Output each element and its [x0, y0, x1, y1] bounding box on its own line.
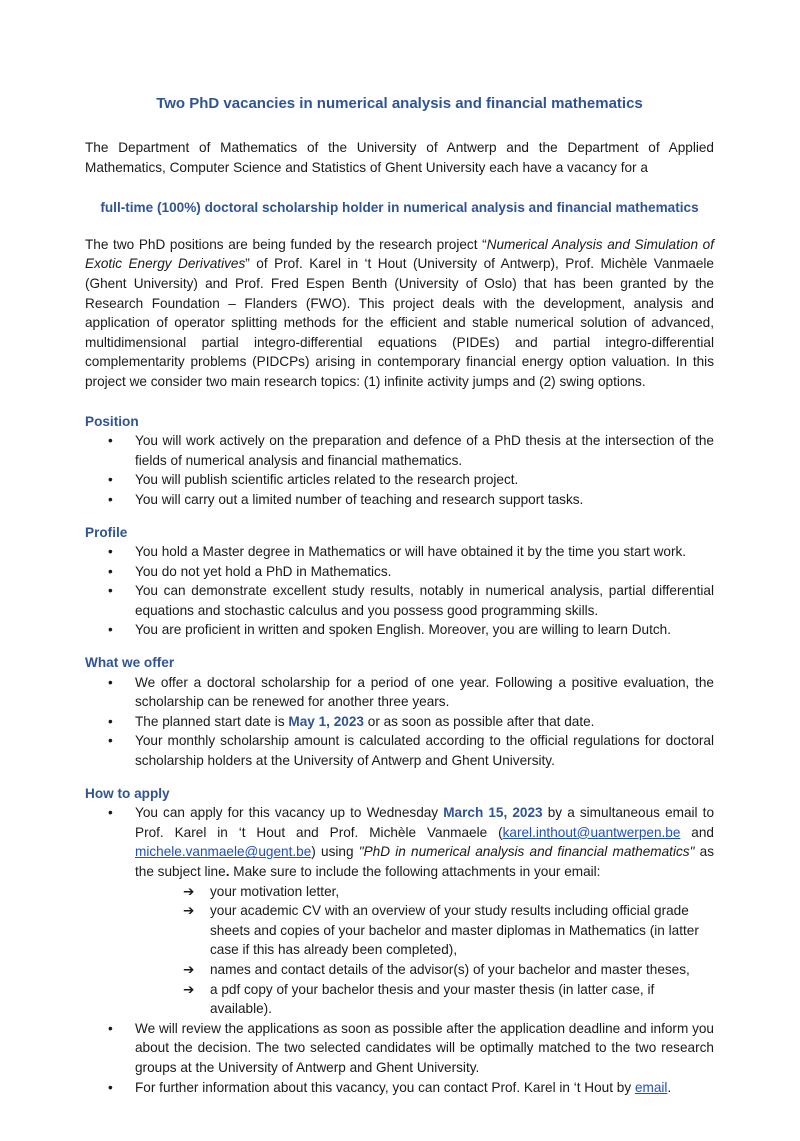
list-item: • For further information about this vacancy, you can contact Prof. Karel in ‘t Hout by email. — [85, 1078, 714, 1098]
profile-list — [85, 542, 714, 640]
list-item: • You will work actively on the preparation and defence of a PhD thesis at the intersection of the fields of numerical analysis and financial mathematics. — [108, 433, 714, 468]
email-subject-line: "PhD in numerical analysis and financial mathematics" — [358, 844, 695, 860]
list-item: ➔ your academic CV with an overview of your study results including official grade sheets and copies of your bachelor and master diplomas in Mathematics (in latter case if this has already been completed), — [183, 903, 699, 958]
list-item: • You can demonstrate excellent study results, notably in numerical analysis, partial differential equations and stochastic calculus and you possess good programming skills. — [108, 583, 714, 618]
list-item: • You do not yet hold a PhD in Mathematics. — [85, 562, 714, 582]
funding-text-before: The two PhD positions are being funded by the research project “ — [85, 236, 487, 252]
list-item: ➔ your motivation letter, — [183, 882, 714, 902]
arrow-right-icon: ➔ — [183, 903, 195, 919]
bullet-icon: • — [108, 622, 113, 638]
section-heading-position: Position — [85, 413, 139, 429]
list-item: • You are proficient in written and spoken English. Moreover, you are willing to learn Dutch. — [85, 620, 714, 640]
section-heading-offer: What we offer — [85, 655, 175, 671]
bullet-icon: • — [108, 433, 113, 449]
arrow-right-icon: ➔ — [183, 961, 195, 977]
section-heading-apply: How to apply — [85, 785, 170, 801]
bullet-icon: • — [108, 1020, 113, 1036]
bullet-icon: • — [108, 733, 113, 749]
offer-list — [85, 673, 714, 771]
list-item: ➔ names and contact details of the advisor(s) of your bachelor and master theses, — [183, 960, 714, 980]
list-item: • You will publish scientific articles related to the research project. — [85, 470, 714, 490]
list-item: • We will review the applications as soon as possible after the application deadline and inform you about the decision. The two selected candidates will be optimally matched to the two research groups at the University of Antwerp and Ghent University. — [108, 1020, 714, 1075]
position-subtitle: full-time (100%) doctoral scholarship holder in numerical analysis and financial mathematics — [100, 200, 699, 216]
list-item: ➔ a pdf copy of your bachelor thesis and your master thesis (in latter case, if available). — [183, 981, 655, 1017]
list-item: • Your monthly scholarship amount is calculated according to the official regulations for doctoral scholarship holders at the University of Antwerp and Ghent University. — [108, 733, 714, 769]
bullet-icon: • — [108, 713, 113, 729]
bullet-icon: • — [108, 472, 113, 488]
bullet-icon: • — [108, 674, 113, 690]
page-title: Two PhD vacancies in numerical analysis and financial mathematics — [156, 95, 643, 112]
funding-paragraph — [85, 235, 714, 392]
email-link-vanmaele[interactable]: michele.vanmaele@ugent.be — [135, 844, 312, 860]
bullet-icon: • — [108, 583, 113, 599]
application-deadline: March 15, 2023 — [443, 805, 543, 821]
arrow-right-icon: ➔ — [183, 883, 195, 899]
contact-email-link[interactable]: email — [634, 1079, 668, 1095]
email-link-inthout[interactable]: karel.inthout@uantwerpen.be — [502, 824, 681, 840]
project-name: Numerical Analysis and Simulation of Exotic Energy Derivatives — [85, 236, 714, 272]
list-item: • The planned start date is May 1, 2023 or as soon as possible after that date. — [85, 712, 714, 732]
position-list — [85, 431, 714, 509]
arrow-right-icon: ➔ — [183, 981, 195, 997]
funding-text-after: ” of Prof. Karel in ‘t Hout (University of Antwerp), Prof. Michèle Vanmaele (Ghent University) and Prof. Fred Espen Benth (University of Oslo) that has been granted by the Research Foundation – Flanders (FWO). This project deals with the development, analysis and application of operator splitting methods for the efficient and stable numerical solution of advanced, multidimensional partial integro-differential equations (PIDEs) and partial integro-differential complementarity problems (PIDCPs) arising in contemporary financial energy option valuation. In this project we consider two main research topics: (1) infinite activity jumps and (2) swing options. — [85, 256, 714, 389]
bullet-icon: • — [108, 1079, 113, 1095]
section-heading-profile: Profile — [85, 524, 128, 540]
list-item: • You can apply for this vacancy up to Wednesday March 15, 2023 by a simultaneous email to Prof. Karel in ‘t Hout and Prof. Michèle Vanmaele (karel.inthout@uantwerpen.be and michele.vanmaele@ugent.be) using "PhD in numerical analysis and financial mathematics" as the subject line. Make sure to include the following attachments in your email: ➔ your motivation letter, ➔ your academic CV with an overview of your study results including official grade sheets and copies of your bachelor and master diplomas in Mathematics (in latter case if this has already been completed), ➔ names and contact details of the advisor(s) of your bachelor and master theses, ➔ a pdf copy of your bachelor thesis and your master thesis (in latter case, if available). — [85, 803, 714, 1019]
bullet-icon: • — [108, 544, 113, 560]
bullet-icon: • — [108, 491, 113, 507]
list-item: • You hold a Master degree in Mathematics or will have obtained it by the time you start work. — [85, 542, 714, 562]
bullet-icon: • — [108, 563, 113, 579]
intro-paragraph: The Department of Mathematics of the University of Antwerp and the Department of Applied Mathematics, Computer Science and Statistics of Ghent University each have a vacancy for a — [85, 140, 714, 175]
list-item: • You will carry out a limited number of teaching and research support tasks. — [85, 490, 714, 510]
bullet-icon: • — [108, 805, 113, 821]
list-item: • We offer a doctoral scholarship for a period of one year. Following a positive evaluation, the scholarship can be renewed for another three years. — [108, 674, 714, 710]
start-date: May 1, 2023 — [288, 713, 364, 729]
attachments-list — [135, 882, 714, 1019]
apply-list — [85, 803, 714, 1097]
